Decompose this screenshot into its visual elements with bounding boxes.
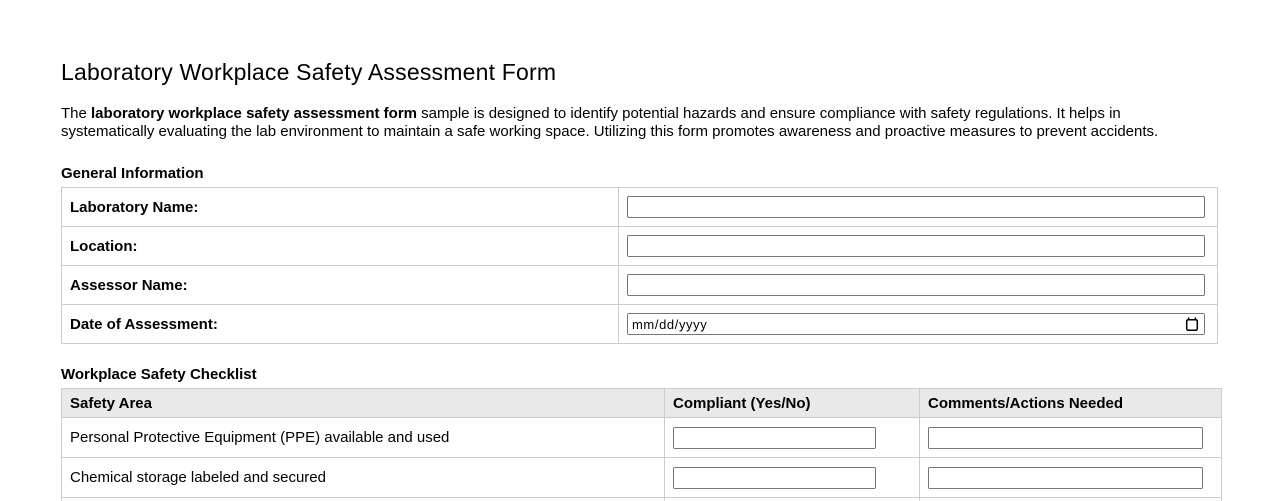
table-row — [62, 305, 1218, 344]
table-row — [62, 188, 1218, 227]
checklist-heading: Workplace Safety Checklist — [61, 366, 257, 383]
general-info-heading: General Information — [61, 165, 204, 182]
checklist-row — [62, 418, 1222, 458]
field-label-laboratory-name: Laboratory Name: — [62, 188, 619, 227]
table-row — [62, 266, 1218, 305]
date-of-assessment-input[interactable] — [627, 313, 1205, 335]
laboratory-name-input[interactable] — [627, 196, 1205, 218]
intro-paragraph — [61, 105, 1218, 140]
column-header-comments: Comments/Actions Needed — [920, 389, 1222, 418]
safety-area-label — [62, 498, 665, 501]
general-info-table — [61, 187, 1218, 344]
date-placeholder: mm/dd/yyyy — [632, 316, 708, 332]
intro-prefix: The — [61, 105, 92, 122]
comments-input-chemical[interactable] — [928, 467, 1203, 489]
checklist-table — [61, 388, 1222, 501]
page-title: Laboratory Workplace Safety Assessment Form — [61, 59, 557, 85]
checklist-row — [62, 458, 1222, 498]
compliant-input-chemical[interactable] — [673, 467, 876, 489]
column-header-safety-area: Safety Area — [62, 389, 665, 418]
checklist-row-partial — [62, 498, 1222, 501]
location-input[interactable] — [627, 235, 1205, 257]
intro-rest: sample is designed to identify potential hazards and ensure compliance with safety regulations. It helps in systematically evaluating the lab environment to maintain a safe working space. Utilizing this form promotes awareness and proactive measures to prevent accidents. — [61, 105, 1159, 140]
assessor-name-input[interactable] — [627, 274, 1205, 296]
column-header-compliant: Compliant (Yes/No) — [665, 389, 920, 418]
compliant-input-ppe[interactable] — [673, 427, 876, 449]
checklist-header-row — [62, 389, 1222, 418]
calendar-icon[interactable] — [1185, 317, 1199, 332]
safety-area-label: Chemical storage labeled and secured — [62, 458, 665, 498]
field-label-date-of-assessment: Date of Assessment: — [62, 305, 619, 344]
safety-area-label: Personal Protective Equipment (PPE) available and used — [62, 418, 665, 458]
field-label-assessor-name: Assessor Name: — [62, 266, 619, 305]
intro-bold-phrase: laboratory workplace safety assessment form — [91, 105, 417, 122]
field-label-location: Location: — [62, 227, 619, 266]
table-row — [62, 227, 1218, 266]
comments-input-ppe[interactable] — [928, 427, 1203, 449]
